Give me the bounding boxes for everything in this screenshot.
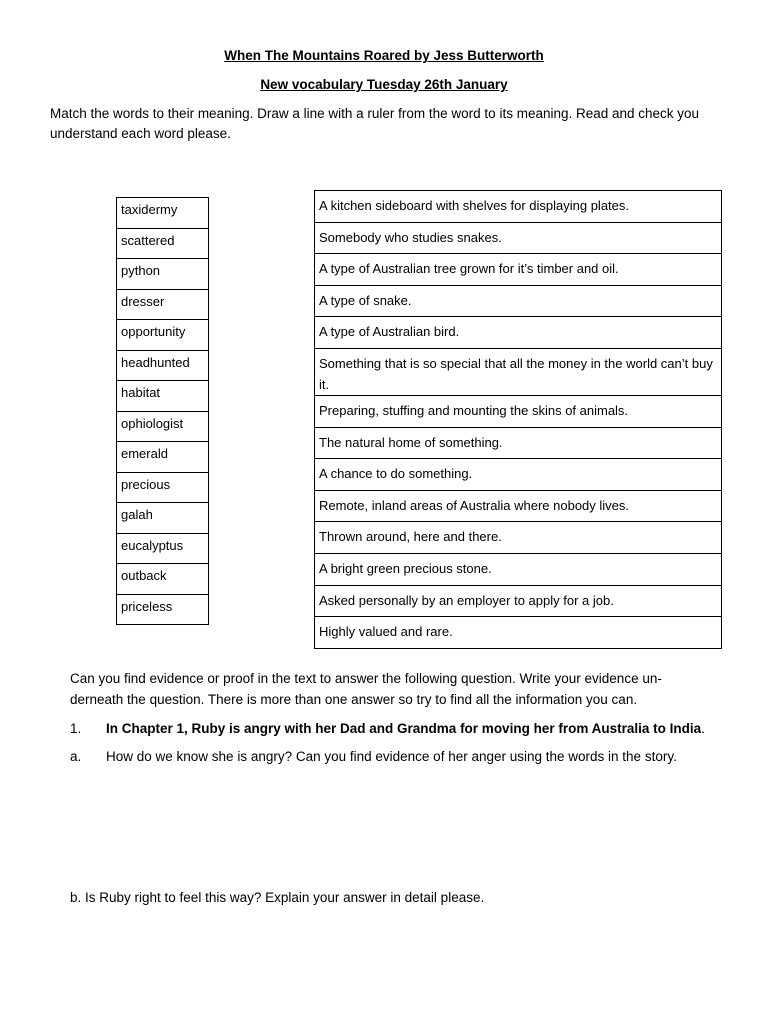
definition-cell: A chance to do something.	[315, 459, 722, 491]
definition-cell: A kitchen sideboard with shelves for displaying plates.	[315, 191, 722, 223]
word-cell: galah	[117, 503, 209, 534]
word-cell: habitat	[117, 381, 209, 412]
question-a-text: How do we know she is angry? Can you find evidence of her anger using the words in the story.	[106, 749, 677, 764]
word-cell: scattered	[117, 228, 209, 259]
word-list-table	[116, 197, 209, 625]
question-a-letter: a.	[70, 749, 82, 764]
definition-list-table	[314, 190, 722, 649]
worksheet-title: When The Mountains Roared by Jess Butterworth	[224, 48, 544, 63]
word-cell: ophiologist	[117, 411, 209, 442]
word-cell: opportunity	[117, 320, 209, 351]
definition-cell: Thrown around, here and there.	[315, 522, 722, 554]
definition-cell: Something that is so special that all the money in the world can’t buy it.	[315, 348, 722, 395]
word-cell: eucalyptus	[117, 533, 209, 564]
definition-cell: A type of Australian bird.	[315, 317, 722, 349]
word-cell: emerald	[117, 442, 209, 473]
word-cell: headhunted	[117, 350, 209, 381]
question-b: b. Is Ruby right to feel this way? Explain your answer in detail please.	[70, 890, 485, 905]
worksheet-subtitle: New vocabulary Tuesday 26th January	[260, 77, 508, 92]
evidence-instructions: Can you find evidence or proof in the text to answer the following question. Write your evidence un-derneath the question. There is more than one answer so try to find all the information you can.	[70, 671, 662, 707]
definition-cell: Highly valued and rare.	[315, 617, 722, 649]
word-cell: python	[117, 259, 209, 290]
question-1-period: .	[701, 721, 705, 736]
definition-cell: Preparing, stuffing and mounting the skins of animals.	[315, 395, 722, 427]
definition-cell: Remote, inland areas of Australia where nobody lives.	[315, 490, 722, 522]
word-cell: taxidermy	[117, 198, 209, 229]
definition-cell: The natural home of something.	[315, 427, 722, 459]
definition-cell: A bright green precious stone.	[315, 553, 722, 585]
definition-cell: Somebody who studies snakes.	[315, 222, 722, 254]
word-cell: outback	[117, 564, 209, 595]
definition-cell: Asked personally by an employer to apply for a job.	[315, 585, 722, 617]
question-1-number: 1.	[70, 721, 82, 736]
instructions: Match the words to their meaning. Draw a line with a ruler from the word to its meaning. Read and check you understand each word please.	[50, 106, 700, 141]
definition-cell: A type of Australian tree grown for it’s timber and oil.	[315, 254, 722, 286]
word-cell: precious	[117, 472, 209, 503]
word-cell: priceless	[117, 594, 209, 625]
question-1-text: In Chapter 1, Ruby is angry with her Dad and Grandma for moving her from Australia to India	[106, 721, 702, 736]
definition-cell: A type of snake.	[315, 285, 722, 317]
word-cell: dresser	[117, 289, 209, 320]
